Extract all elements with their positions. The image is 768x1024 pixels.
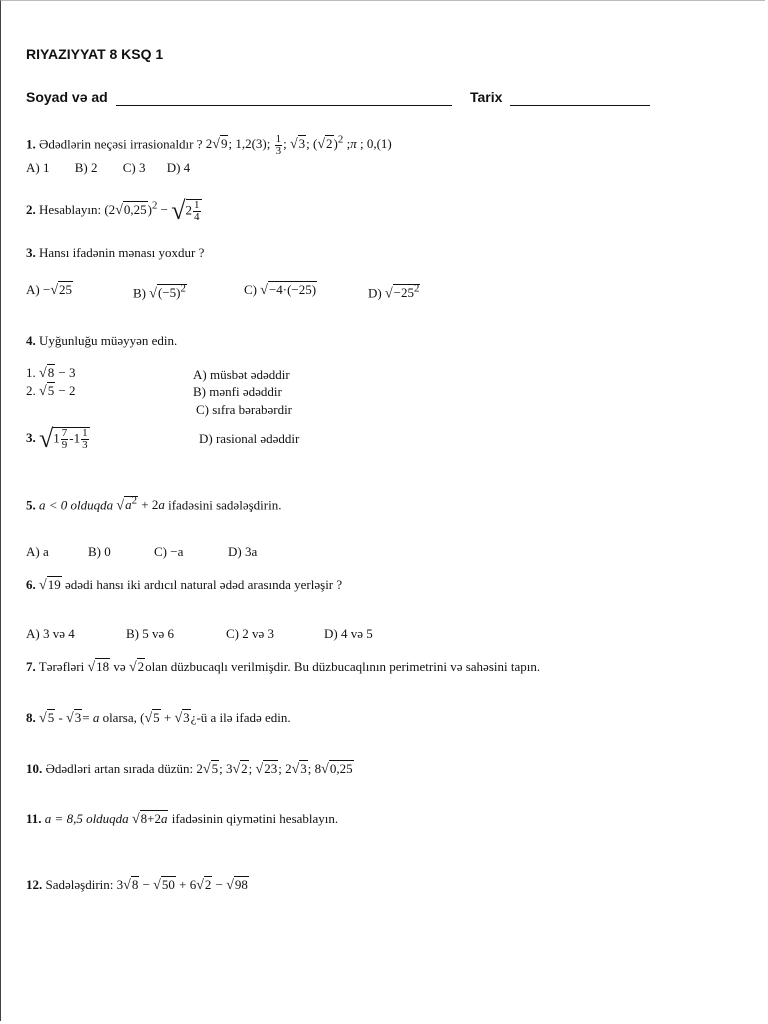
question-7-and: və [113, 659, 126, 674]
question-1-text: Ədədlərin neçəsi irrasionaldır ? [39, 136, 203, 152]
q1-option-c[interactable]: C) 3 [122, 160, 146, 175]
question-11-text: ifadəsinin qiymətini hesablayın. [171, 811, 339, 826]
question-3-text: Hansı ifadənin mənası yoxdur ? [39, 245, 205, 260]
q5-option-c[interactable]: C) −a [154, 544, 184, 559]
q4-right-b: B) mənfi ədəddir [193, 384, 282, 399]
question-4-number: 4. [26, 333, 36, 348]
q3-option-d[interactable]: D) $√-25^2$ [368, 283, 420, 302]
name-blank[interactable] [116, 89, 452, 106]
q6-option-c[interactable]: C) 2 və 3 [226, 626, 275, 641]
q4-left-3: 3. √1 $\frac{7}{9}$ -1 $\frac{1}{3}$ [26, 424, 88, 453]
question-3 [26, 246, 204, 261]
q3-option-a[interactable]: A) −√25 [26, 282, 72, 298]
question-5-condition: a < 0 olduqda [39, 497, 114, 513]
q1-option-b[interactable]: B) 2 [74, 160, 98, 175]
q5-option-b[interactable]: B) 0 [88, 544, 111, 559]
question-8-olarsa: olarsa, [102, 710, 137, 725]
question-1-expression: 2√9; 1,2(3); $\frac{1}{3}$ ; √3; $(√2)^2$ ;π ; 0,(1) [205, 133, 392, 157]
question-8-expression: (√5 + √3¿ [140, 710, 197, 726]
question-12 [26, 878, 249, 894]
question-6 [26, 578, 342, 594]
question-1 [26, 134, 392, 157]
question-5 [26, 495, 281, 514]
q3-option-c[interactable]: C) √−4·(−25) [244, 282, 317, 298]
question-10-number: 10. [26, 761, 43, 776]
q5-option-d[interactable]: D) 3a [228, 544, 258, 559]
worksheet-title: RIYAZIYYAT 8 KSQ 1 [26, 46, 164, 62]
q6-option-b[interactable]: B) 5 və 6 [126, 626, 175, 641]
question-10-numbers: 2√5; 3√2; √23; 2√3; 8√0,25 [196, 761, 353, 777]
question-6-number: 6. [26, 577, 36, 592]
q4-right-c: C) sıfra bərabərdir [196, 402, 293, 417]
q1-option-a[interactable]: A) 1 [26, 160, 50, 175]
q4-right-d: D) rasional ədəddir [199, 431, 300, 446]
date-blank[interactable] [510, 89, 650, 106]
question-11-number: 11. [26, 811, 42, 826]
question-8 [26, 711, 291, 727]
question-12-text: Sadələşdirin: [45, 877, 114, 892]
question-1-number: 1. [26, 136, 36, 152]
question-5-text: ifadəsini sadələşdirin. [168, 497, 282, 513]
question-12-number: 12. [26, 877, 43, 892]
question-7 [26, 660, 540, 676]
question-7-prefix: Tərəfləri [38, 659, 85, 674]
q5-option-a[interactable]: A) a [26, 544, 49, 559]
q6-option-a[interactable]: A) 3 və 4 [26, 626, 75, 641]
q4-left-2: 2. √5 − 2 [26, 383, 76, 399]
question-4-text: Uyğunluğu müəyyən edin. [39, 333, 178, 348]
question-7-side-b: √2 [128, 659, 145, 675]
q1-option-d[interactable]: D) 4 [166, 160, 191, 175]
q4-right-a: A) müsbət ədəddir [193, 367, 290, 382]
question-8-condition: √5 - √3= a [39, 710, 100, 726]
question-11 [26, 812, 338, 828]
question-1-options [26, 161, 212, 176]
question-2-text: Hesablayın: [39, 201, 102, 217]
question-11-condition: a = 8,5 olduqda [44, 811, 129, 826]
question-5-number: 5. [26, 497, 36, 513]
question-7-number: 7. [26, 659, 36, 674]
question-5-expression: $√a^2 + 2a$ [116, 495, 165, 514]
q3-option-b[interactable]: B) $√(-5)^2$ [133, 283, 186, 302]
question-10-text: Ədədləri artan sırada düzün: [45, 761, 194, 776]
question-8-text: -ü a ilə ifadə edin. [196, 710, 291, 725]
question-10 [26, 762, 354, 778]
question-2-expression: $(2√0,25)^2 - √2$ $\frac{1}{4}$ [104, 196, 200, 225]
date-field-row [470, 89, 650, 106]
question-12-expression: 3√8 − √50 + 6√2 − √98 [116, 877, 248, 893]
name-label: Soyad və ad [26, 89, 108, 105]
question-2-number: 2. [26, 201, 36, 217]
q6-option-d[interactable]: D) 4 və 5 [324, 626, 373, 641]
question-2 [26, 198, 202, 224]
question-4 [26, 334, 177, 349]
date-label: Tarix [470, 89, 503, 105]
question-6-text: ədədi hansı iki ardıcıl natural ədəd arasında yerləşir ? [64, 577, 343, 592]
name-field-row [26, 89, 452, 106]
question-6-expression: √19 [39, 577, 61, 593]
q4-left-1: 1. √8 − 3 [26, 365, 76, 381]
question-3-number: 3. [26, 245, 36, 260]
question-7-side-a: √18 [87, 659, 110, 675]
question-11-expression: √8+2a [131, 811, 168, 827]
question-7-text: olan düzbucaqlı verilmişdir. Bu düzbucaqlının perimetrini və sahəsini tapın. [145, 659, 541, 674]
question-8-number: 8. [26, 710, 36, 725]
